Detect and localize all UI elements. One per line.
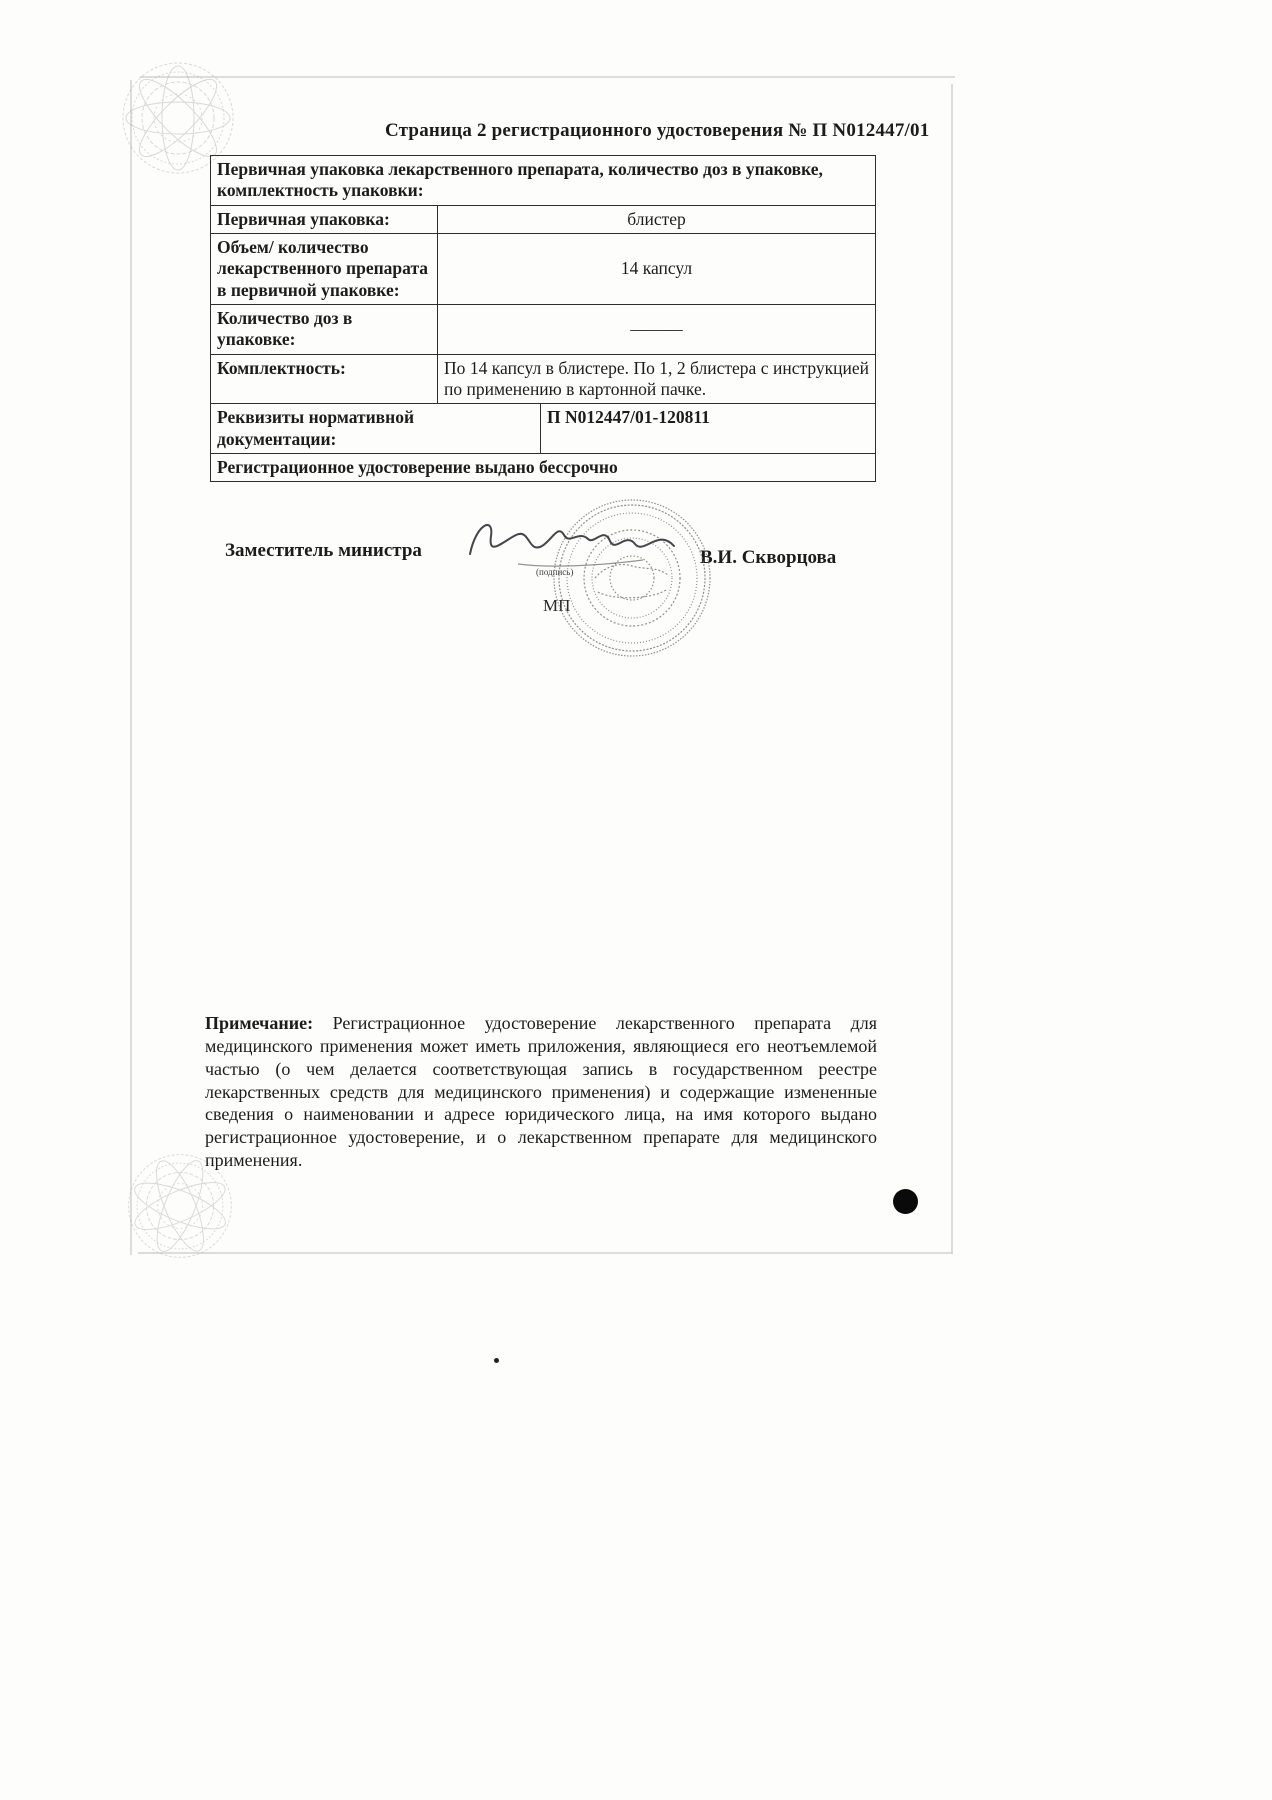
row-label-primary-package: Первичная упаковка:: [211, 206, 438, 233]
row-value-doses: ———: [630, 318, 683, 339]
row-label-completeness: Комплектность:: [211, 355, 438, 404]
note-paragraph: [205, 1012, 877, 1172]
table-row: [211, 403, 875, 453]
row-value-volume: 14 капсул: [620, 258, 693, 279]
registration-table: [210, 155, 876, 482]
scan-speck: [494, 1358, 499, 1363]
table-row: [211, 354, 875, 404]
page-title: Страница 2 регистрационного удостоверения № П N012447/01: [385, 120, 930, 141]
signatory-name: В.И. Скворцова: [700, 547, 837, 568]
handwritten-signature-icon: [458, 502, 688, 587]
scan-border-top: [140, 76, 955, 78]
hole-punch-mark: [893, 1189, 918, 1214]
table-footer: [211, 454, 875, 481]
signature-caption: (подпись): [536, 567, 574, 577]
scan-border-right: [951, 84, 953, 1254]
table-caption-row: [211, 156, 875, 205]
row-label-normative-docs: Реквизиты нормативной документации:: [211, 404, 541, 453]
row-value-completeness: По 14 капсул в блистере. По 1, 2 блистера с инструкцией по применению в картонной пачке.: [444, 357, 869, 400]
row-label-volume: Объем/ количество лекарственного препарата в первичной упаковке:: [211, 234, 438, 304]
row-value-normative-docs: П N012447/01-120811: [547, 407, 710, 428]
table-row: [211, 205, 875, 233]
row-value-primary-package: блистер: [627, 208, 686, 229]
note-text: Регистрационное удостоверение лекарственного препарата для медицинского применения может иметь приложения, являющиеся его неотъемлемой частью (о чем делается соответствующая запись в государственном реестре лекарственных средств для медицинского применения) и содержащие измененные сведения о наименовании и адресе юридического лица, на имя которого выдано регистрационное удостоверение, и о лекарственном препарате для медицинского применения.: [205, 1013, 877, 1171]
note-label: Примечание:: [205, 1013, 314, 1033]
footer-prefix: Регистрационное удостоверение выдано: [217, 457, 539, 478]
table-footer-row: [211, 453, 875, 481]
scan-border-left: [130, 80, 132, 1255]
scan-border-bottom: [138, 1252, 953, 1254]
table-row: [211, 233, 875, 304]
table-row: [211, 304, 875, 354]
signatory-title: Заместитель министра: [225, 540, 422, 561]
footer-term: бессрочно: [538, 457, 618, 478]
table-caption: Первичная упаковка лекарственного препарата, количество доз в упаковке, комплектность упаковки:: [217, 159, 823, 201]
row-label-doses: Количество доз в упаковке:: [211, 305, 438, 354]
seal-place-label: МП: [543, 596, 571, 615]
